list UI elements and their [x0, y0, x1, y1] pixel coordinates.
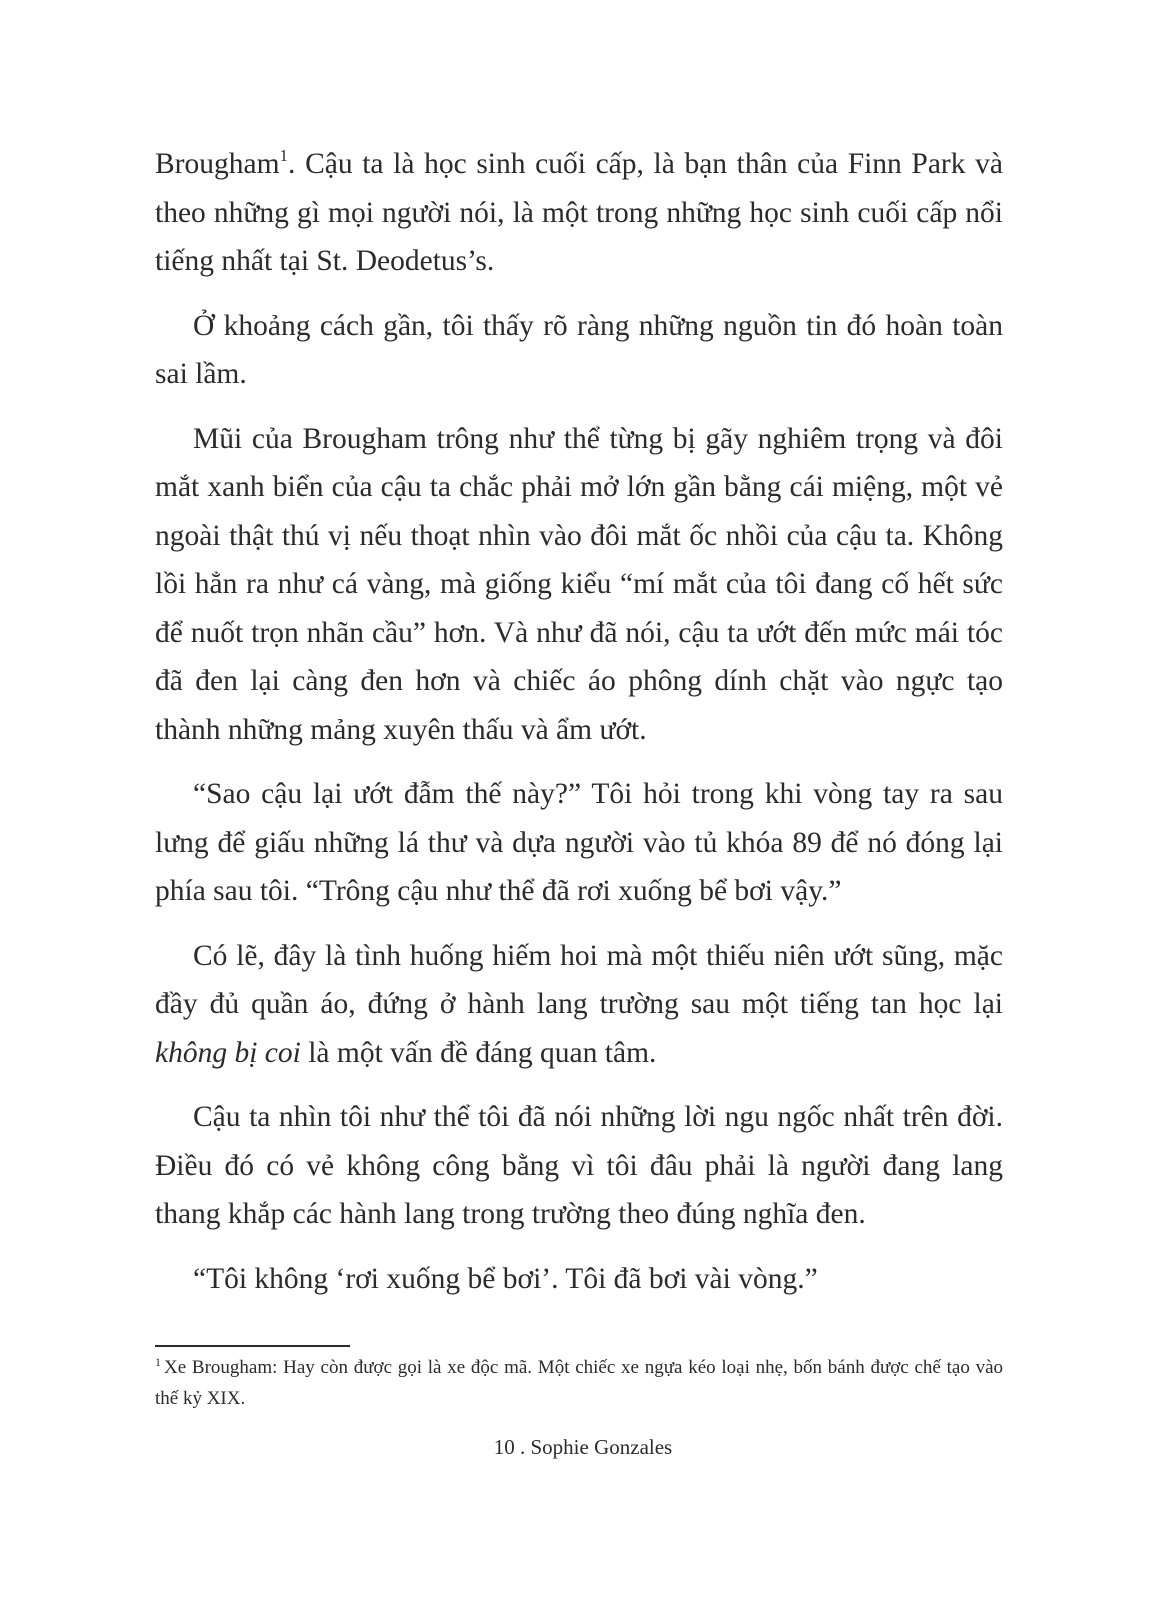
body-text — [155, 140, 1003, 1319]
footnote — [155, 1352, 1003, 1414]
paragraph-4: “Sao cậu lại ướt đẫm thế này?” Tôi hỏi trong khi vòng tay ra sau lưng để giấu những lá thư và dựa người vào tủ khóa 89 để nó đóng lại phía sau tôi. “Trông cậu như thể đã rơi xuống bể bơi vậy.” — [155, 778, 1003, 907]
footnote-text: Xe Brougham: Hay còn được gọi là xe độc mã. Một chiếc xe ngựa kéo loại nhẹ, bốn bánh được chế tạo vào thế kỷ XIX. — [155, 1357, 1003, 1409]
paragraph-5 — [155, 932, 1003, 1078]
paragraph-7: “Tôi không ‘rơi xuống bể bơi’. Tôi đã bơi vài vòng.” — [193, 1262, 818, 1295]
paragraph-6: Cậu ta nhìn tôi như thể tôi đã nói những lời ngu ngốc nhất trên đời. Điều đó có vẻ không công bằng vì tôi đâu phải là người đang lang thang khắp các hành lang trong trường theo đúng nghĩa đen. — [155, 1101, 1003, 1230]
paragraph-5-emphasis: không bị coi — [155, 1036, 301, 1069]
footnote-number: 1 — [155, 1355, 161, 1369]
paragraph-2: Ở khoảng cách gần, tôi thấy rõ ràng những nguồn tin đó hoàn toàn sai lầm. — [155, 309, 1003, 390]
paragraph-3: Mũi của Brougham trông như thể từng bị gãy nghiêm trọng và đôi mắt xanh biển của cậu ta chắc phải mở lớn gần bằng cái miệng, một vẻ ngoài thật thú vị nếu thoạt nhìn vào đôi mắt ốc nhồi của cậu ta. Không lồi hẳn ra như cá vàng, mà giống kiểu “mí mắt của tôi đang cố hết sức để nuốt trọn nhãn cầu” hơn. Và như đã nói, cậu ta ướt đến mức mái tóc đã đen lại càng đen hơn và chiếc áo phông dính chặt vào ngực tạo thành những mảng xuyên thấu và ẩm ướt. — [155, 422, 1003, 746]
page-footer: 10 . Sophie Gonzales — [493, 1435, 673, 1459]
paragraph-5-text: Có lẽ, đây là tình huống hiếm hoi mà một thiếu niên ướt sũng, mặc đầy đủ quần áo, đứng ở hành lang trường sau một tiếng tan học lại — [155, 939, 1003, 1020]
paragraph-5-text-end: là một vấn đề đáng quan tâm. — [300, 1036, 657, 1069]
footnote-reference: 1 — [279, 146, 289, 165]
footnote-divider — [155, 1345, 350, 1347]
paragraph-1 — [155, 140, 1003, 286]
paragraph-1-text: . Cậu ta là học sinh cuối cấp, là bạn thân của Finn Park và theo những gì mọi người nói, là một trong những học sinh cuối cấp nổi tiếng nhất tại St. Deodetus’s. — [155, 148, 1003, 277]
paragraph-1-lead: Brougham — [155, 148, 280, 180]
